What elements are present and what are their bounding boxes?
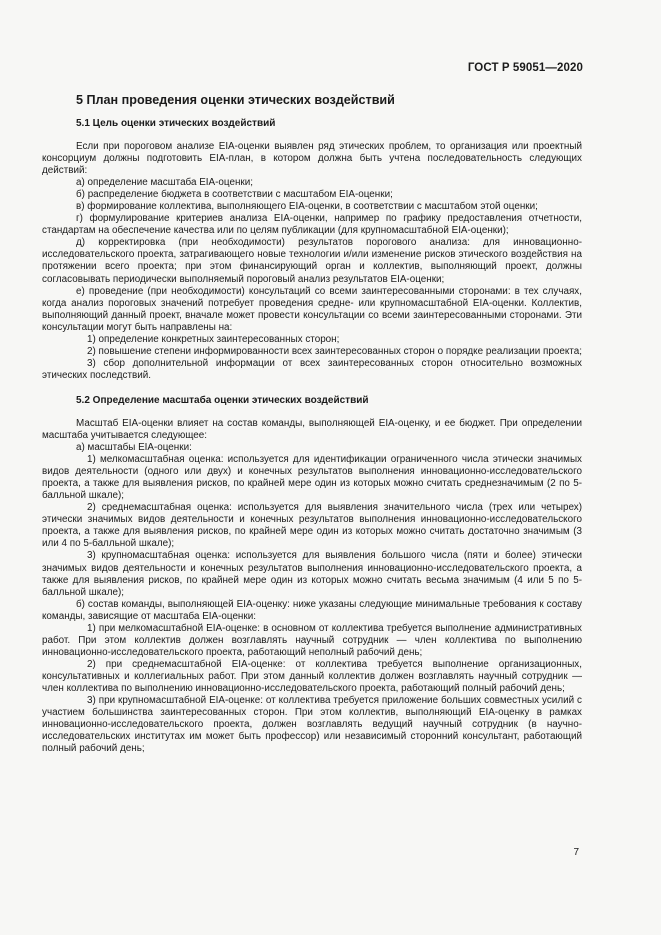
sub-list-item: 2) среднемасштабная оценка: используется для выявления значительного числа (трех или четырех) этически значимых видов деятельности и конечных результатов выполнения инновационно-исследовательского проекта, а также для выявления рисков, по крайней мере один из которых можно считать достаточно значимым (3 или 4 по 5-балльной шкале); [42, 502, 582, 550]
sub-list-item: 3) сбор дополнительной информации от всех заинтересованных сторон относительно возможных этических последствий. [42, 357, 582, 381]
sub-list-item: 2) повышение степени информированности всех заинтересованных сторон о порядке реализации проекта; [87, 345, 582, 357]
sub-list-item: 2) при среднемасштабной EIA-оценке: от коллектива требуется выполнение организационных, консультативных и коллегиальных работ. При этом данный коллектив должен возглавлять научный сотрудник — член коллектива по выполнению инновационно-исследовательского проекта, работающий полный рабочий день; [42, 658, 582, 694]
paragraph: Если при пороговом анализе EIA-оценки выявлен ряд этических проблем, то организация или проектный консорциум должны подготовить EIA-план, в котором должна быть учтена последовательность следующих действий: [42, 141, 582, 177]
page-content [42, 92, 582, 755]
sub-list-item: 3) крупномасштабная оценка: используется для выявления большого числа (пяти и более) этически значимых видов деятельности и конечных результатов выполнения инновационно-исследовательского проекта, а также для выявления рисков, по крайней мере один из которых можно считать весьма значимым (4 или 5 по 5-балльной шкале); [42, 550, 582, 598]
list-item: д) корректировка (при необходимости) результатов порогового анализа: для инновационно-исследовательского проекта, затрагивающего новые технологии и/или изменение рисков этического воздействия на протяжении всего проекта; при этом финансирующий орган и коллектив, выполняющий проект, должны согласовывать периодически выполняемый пороговый анализ результатов EIA-оценки; [42, 237, 582, 285]
list-item: б) состав команды, выполняющей EIA-оценку: ниже указаны следующие минимальные требования к составу команды, зависящие от масштаба EIA-оценки: [42, 598, 582, 622]
standard-designation: ГОСТ Р 59051—2020 [467, 62, 583, 74]
section-5-title: 5 План проведения оценки этических воздействий [76, 93, 395, 107]
sub-list-item: 3) при крупномасштабной EIA-оценке: от коллектива требуется приложение больших совместных усилий с участием большинства заинтересованных сторон. При этом коллектив, выполняющий EIA-оценку в рамках инновационно-исследовательского проекта, должен возглавлять ведущий научный сотрудник (в научно-исследовательских институтах им может быть профессор) или независимый сторонний консультант, работающий полный рабочий день; [42, 695, 582, 755]
list-item: а) масштабы EIA-оценки: [76, 442, 192, 454]
sub-list-item: 1) определение конкретных заинтересованных сторон; [87, 333, 340, 345]
list-item: а) определение масштаба EIA-оценки; [76, 177, 253, 189]
list-item: г) формулирование критериев анализа EIA-оценки, например по графику предоставления отчетности, стандартам на обеспечение качества или по целям публикации (для крупномасштабной EIA-оценки); [42, 213, 582, 237]
list-item: б) распределение бюджета в соответствии с масштабом EIA-оценки; [76, 189, 393, 201]
subsection-5-1-title: 5.1 Цель оценки этических воздействий [76, 118, 276, 129]
sub-list-item: 1) мелкомасштабная оценка: используется для идентификации ограниченного числа этически значимых видов деятельности (одного или двух) и конечных результатов выполнения инновационно-исследовательского проекта, а также для выявления рисков, по крайней мере один из которых можно считать среднезначимым (2 по 5-балльной шкале); [42, 454, 582, 502]
paragraph: Масштаб EIA-оценки влияет на состав команды, выполняющей EIA-оценку, и ее бюджет. При определении масштаба учитывается следующее: [42, 417, 582, 441]
list-item: в) формирование коллектива, выполняющего EIA-оценки, в соответствии с масштабом этой оценки; [76, 201, 538, 213]
subsection-5-2-title: 5.2 Определение масштаба оценки этических воздействий [76, 394, 369, 406]
sub-list-item: 1) при мелкомасштабной EIA-оценке: в основном от коллектива требуется выполнение административных работ. При этом коллектив должен возглавлять научный сотрудник — член коллектива по выполнению инновационно-исследовательского проекта, работающий неполный рабочий день; [42, 622, 582, 658]
list-item: е) проведение (при необходимости) консультаций со всеми заинтересованными сторонами: в тех случаях, когда анализ пороговых значений потребует проведения средне- или крупномасштабной EIA-оценки. Коллектив, выполняющий данный проект, вначале может провести консультации со всеми заинтересованными сторонами. Эти консультации могут быть направлены на: [42, 285, 582, 333]
page-number: 7 [573, 847, 579, 858]
